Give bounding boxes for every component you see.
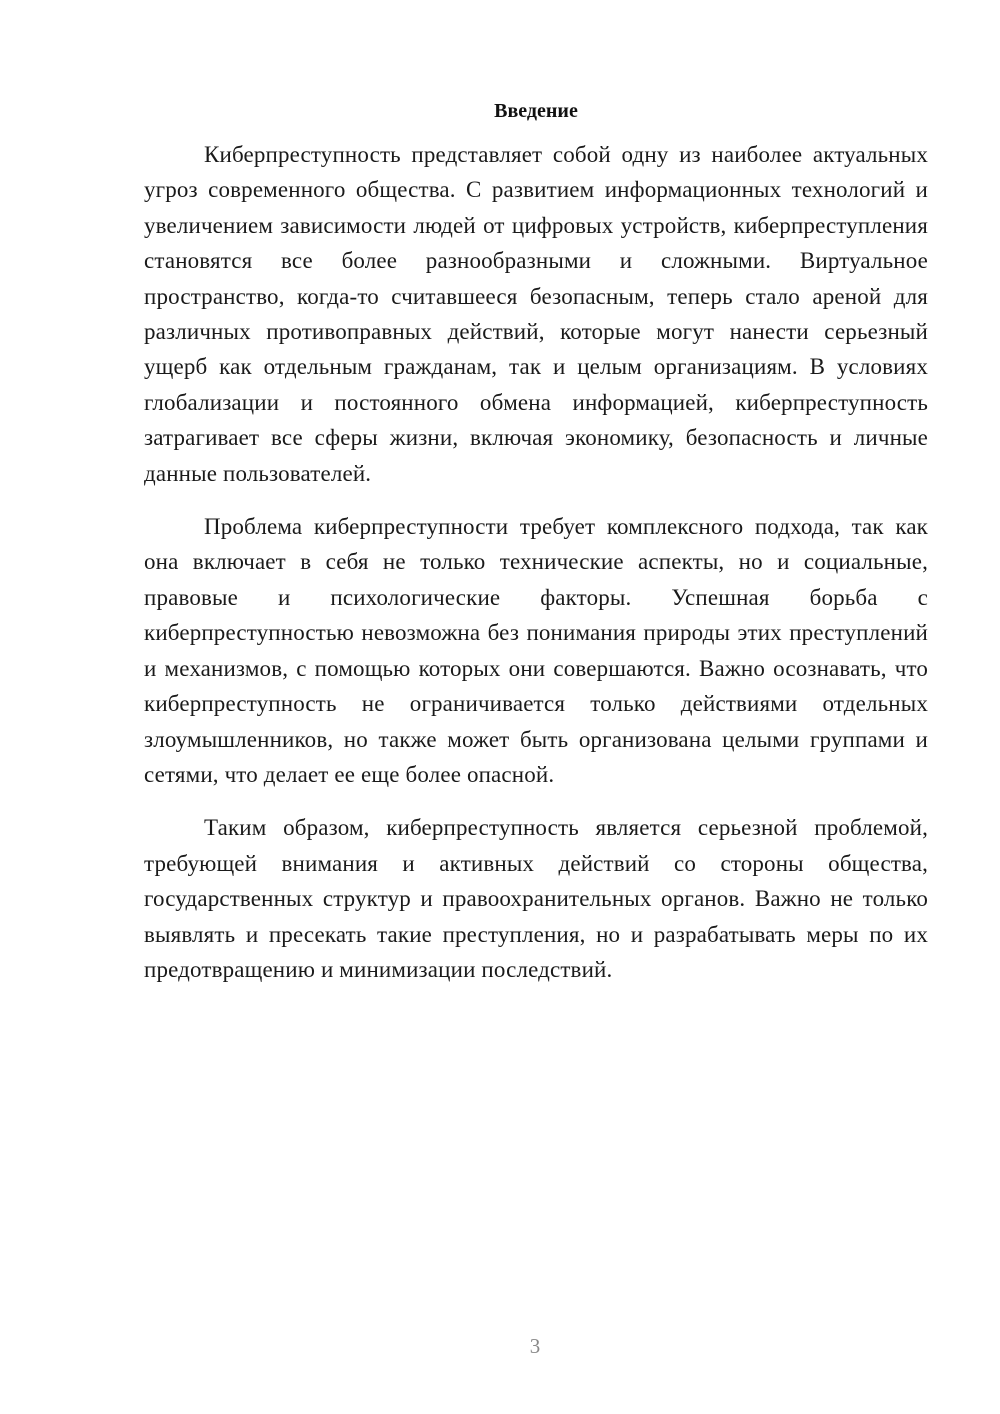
paragraph-1: Киберпреступность представляет собой одну из наиболее актуальных угроз современного общества. С развитием информационных технологий и увеличением зависимости людей от цифровых устройств, киберпреступления становятся все более разнообразными и сложными. Виртуальное пространство, когда-то считавшееся безопасным, теперь стало ареной для различных противоправных действий, которые могут нанести серьезный ущерб как отдельным гражданам, так и целым организациям. В условиях глобализации и постоянного обмена информацией, киберпреступность затрагивает все сферы жизни, включая экономику, безопасность и личные данные пользователей. [144,142,928,486]
page-number: 3 [529,1334,541,1358]
section-title: Введение [494,100,578,122]
paragraph-3: Таким образом, киберпреступность является серьезной проблемой, требующей внимания и активных действий со стороны общества, государственных структур и правоохранительных органов. Важно не только выявлять и пресекать такие преступления, но и разрабатывать меры по их предотвращению и минимизации последствий. [144,815,928,982]
paragraph-2: Проблема киберпреступности требует комплексного подхода, так как она включает в себя не только технические аспекты, но и социальные, правовые и психологические факторы. Успешная борьба с киберпреступностью невозможна без понимания природы этих преступлений и механизмов, с помощью которых они совершаются. Важно осознавать, что киберпреступность не ограничивается только действиями отдельных злоумышленников, но также может быть организована целыми группами и сетями, что делает ее еще более опасной. [144,514,928,787]
page-content [144,96,928,987]
